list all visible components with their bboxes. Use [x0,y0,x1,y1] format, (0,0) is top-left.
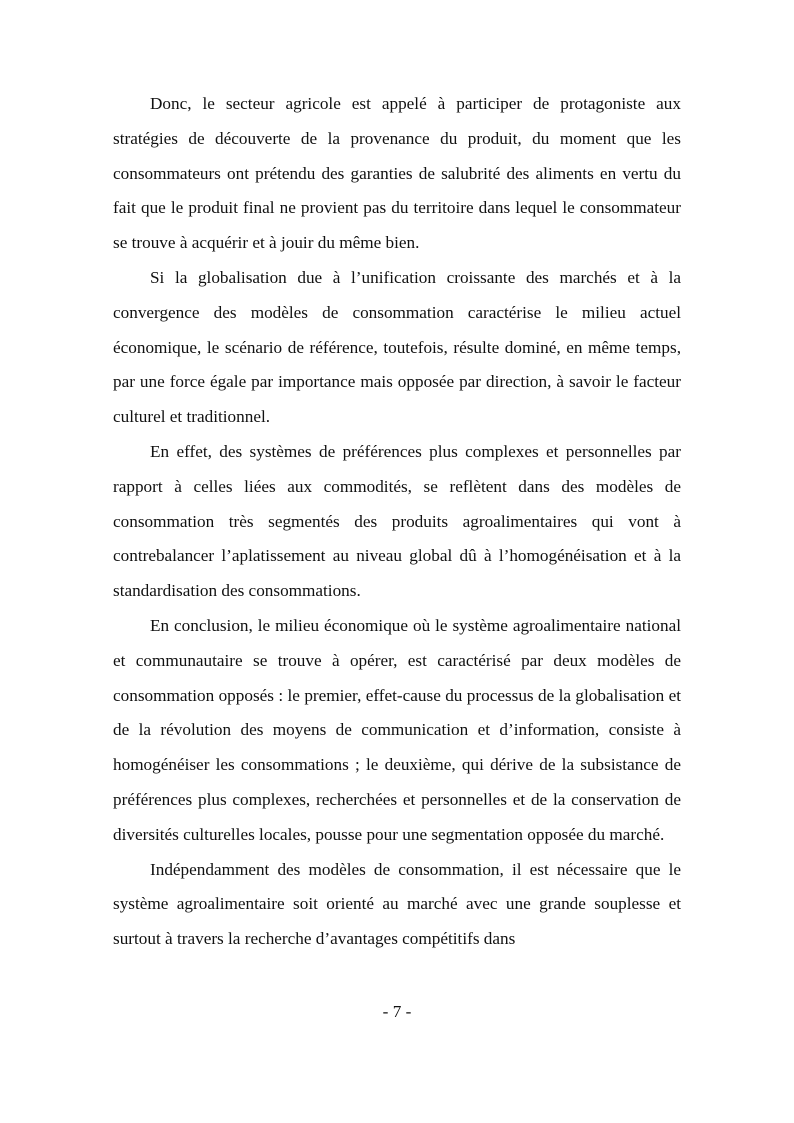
paragraph-3: En effet, des systèmes de préférences plus complexes et personnelles par rapport à celles liées aux commodités, se reflètent dans des modèles de consommation très segmentés des produits agroalimentaires qui vont à contrebalancer l’aplatissement au niveau global dû à l’homogénéisation et à la standardisation des consommations. [113,441,681,601]
paragraph-1: Donc, le secteur agricole est appelé à participer de protagoniste aux stratégies de découverte de la provenance du produit, du moment que les consommateurs ont prétendu des garanties de salubrité des aliments en vertu du fait que le produit final ne provient pas du territoire dans lequel le consommateur se trouve à acquérir et à jouir du même bien. [113,94,681,253]
body-text [113,87,681,957]
paragraph-2: Si la globalisation due à l’unification croissante des marchés et à la convergence des modèles de consommation caractérise le milieu actuel économique, le scénario de référence, toutefois, résulte dominé, en même temps, par une force égale par importance mais opposée par direction, à savoir le facteur culturel et traditionnel. [113,267,681,427]
paragraph-4: En conclusion, le milieu économique où le système agroalimentaire national et communautaire se trouve à opérer, est caractérisé par deux modèles de consommation opposés : le premier, effet-cause du processus de la globalisation et de la révolution des moyens de communication et d’information, consiste à homogénéiser les consommations ; le deuxième, qui dérive de la subsistance de préférences plus complexes, recherchées et personnelles et de la conservation de diversités culturelles locales, pousse pour une segmentation opposée du marché. [113,615,681,844]
paragraph-5: Indépendamment des modèles de consommation, il est nécessaire que le système agroalimentaire soit orienté au marché avec une grande souplesse et surtout à travers la recherche d’avantages compétitifs dans [113,859,681,949]
page-number: - 7 - [382,1002,412,1021]
